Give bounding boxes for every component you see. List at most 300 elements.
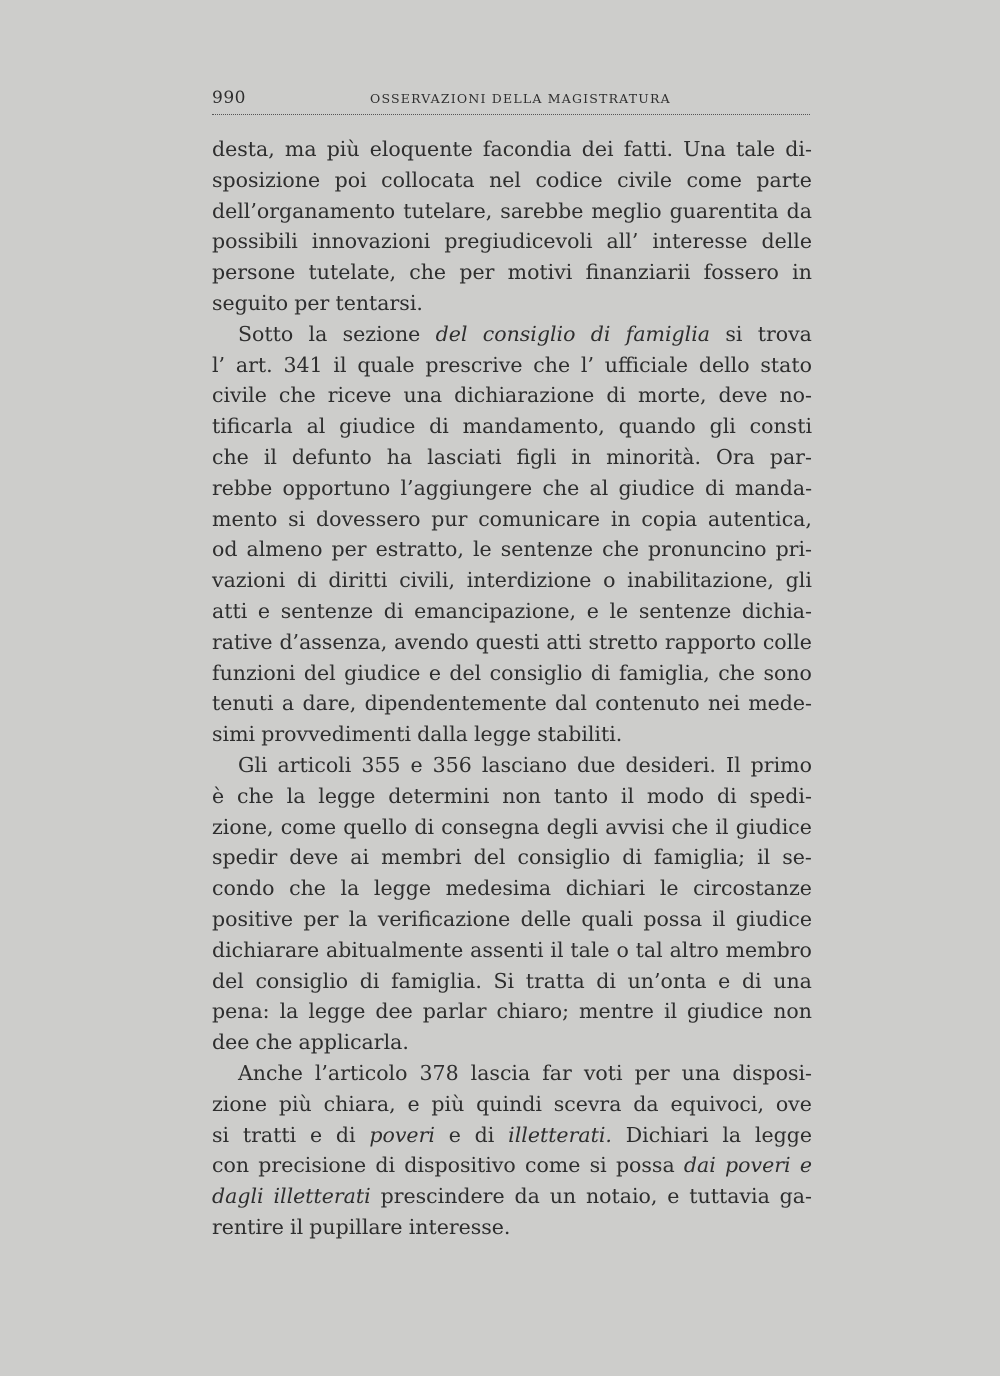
word: di [383, 598, 404, 623]
word: sposizione [212, 167, 321, 192]
word: tratti [242, 1122, 297, 1147]
word: sentenze [500, 537, 594, 562]
word: di [704, 475, 725, 500]
word: di [474, 1122, 495, 1147]
word: rentire [212, 1214, 284, 1239]
word: di [606, 383, 626, 408]
word: tuttavia [689, 1184, 770, 1209]
word: un’onta [627, 968, 707, 993]
word: possa [615, 1153, 675, 1178]
word: il [290, 1214, 304, 1239]
word: e [407, 1091, 420, 1116]
word: giudice [339, 414, 416, 439]
word: tentarsi. [335, 290, 423, 315]
word: giudice [735, 814, 812, 839]
word: dichia- [741, 598, 812, 623]
text-line [212, 1120, 812, 1151]
word: dee [375, 999, 413, 1024]
text-line [212, 288, 812, 319]
word: un [549, 1184, 577, 1209]
page-header [212, 88, 812, 112]
text-line [212, 688, 812, 719]
word: la [308, 321, 328, 346]
word: primo [750, 752, 812, 777]
word: giudice [687, 999, 764, 1024]
word: di [296, 568, 317, 593]
text-line [212, 658, 812, 689]
word: che [602, 537, 639, 562]
word: di [622, 845, 642, 870]
italic-word: e [799, 1153, 812, 1178]
word: con [212, 1153, 250, 1178]
word: tificarla [212, 414, 293, 439]
word: tale [736, 137, 776, 161]
word: simi [212, 722, 256, 747]
word: trova [757, 321, 812, 346]
word: da [786, 198, 812, 223]
word: voti [583, 1060, 623, 1085]
word: più [326, 137, 360, 161]
word: ha [386, 444, 413, 469]
word: modo [646, 783, 705, 808]
text-line [212, 380, 812, 411]
word: avendo [394, 629, 469, 654]
italic-word: di [590, 321, 611, 346]
word: degli [546, 814, 599, 839]
word: mandamento, [462, 414, 605, 439]
italic-word: famiglia [625, 321, 711, 346]
word: di- [785, 137, 812, 161]
text-line [212, 966, 812, 997]
text-line [212, 1212, 812, 1243]
italic-word: poveri [725, 1153, 791, 1178]
word: mede- [748, 691, 812, 716]
word: se- [782, 845, 812, 870]
word: lascia [470, 1060, 531, 1085]
word: riceve [327, 383, 392, 408]
word: si [212, 1122, 230, 1147]
word: od [212, 537, 238, 562]
word: civile [212, 383, 267, 408]
word: legge [373, 876, 431, 901]
word: Gli [238, 752, 268, 777]
word: fatti. [623, 137, 674, 161]
text-line [212, 904, 812, 935]
word: desideri. [625, 752, 716, 777]
word: dello [698, 352, 750, 377]
word: di [414, 814, 435, 839]
text-line [212, 1181, 812, 1212]
word: famiglia; [653, 845, 746, 870]
word: chiaro; [496, 999, 570, 1024]
word: la [340, 876, 360, 901]
word: del [212, 968, 244, 993]
word: pri- [775, 537, 812, 562]
text-line [212, 627, 812, 658]
word: rebbe [212, 475, 273, 500]
word: a [281, 691, 295, 716]
word: pronuncino [648, 537, 767, 562]
word: poi [334, 167, 367, 192]
word: questi [475, 629, 540, 654]
word: no- [779, 383, 812, 408]
word: delle [761, 229, 812, 254]
word: inabilitazione, [627, 568, 774, 593]
word: copia [641, 506, 698, 531]
word: lasciano [481, 752, 567, 777]
word: le [472, 537, 492, 562]
word: le [609, 598, 629, 623]
word: spedi- [749, 783, 812, 808]
word: consti [749, 414, 812, 439]
word: e [410, 752, 423, 777]
italic-word: del [435, 321, 468, 346]
word: in [610, 506, 631, 531]
word: più [278, 1091, 312, 1116]
word: interesse [652, 229, 748, 254]
word: membro [725, 937, 812, 962]
word: contenuto [595, 691, 700, 716]
word: che [671, 814, 709, 839]
word: dispositivo [404, 1153, 516, 1178]
text-line [212, 842, 812, 873]
word: determini [388, 783, 490, 808]
word: zione [212, 1091, 268, 1116]
word: non [773, 999, 812, 1024]
word: o [616, 937, 629, 962]
word: che [289, 876, 326, 901]
italic-word: illetterati [273, 1184, 371, 1209]
word: 341 [283, 352, 323, 377]
word: o [603, 568, 616, 593]
word: pupillare [309, 1214, 403, 1239]
word: estratto, [375, 537, 464, 562]
word: di [596, 968, 616, 993]
word: e [428, 660, 441, 685]
word: al [306, 414, 326, 439]
word: al [589, 475, 609, 500]
text-line [212, 1150, 812, 1181]
word: circostanze [693, 876, 812, 901]
word: due [576, 752, 616, 777]
text-line [212, 226, 812, 257]
word: tale [570, 937, 610, 962]
word: codice [535, 167, 603, 192]
word: delle [520, 906, 572, 931]
word: opportuno [282, 475, 391, 500]
word: l’articolo [314, 1060, 408, 1085]
word: nel [489, 167, 521, 192]
word: interesse. [408, 1214, 511, 1239]
word: dipendentemente [364, 691, 547, 716]
text-line [212, 196, 812, 227]
word: famiglia. [391, 968, 482, 993]
word: più [431, 1091, 465, 1116]
word: prescrive [425, 352, 523, 377]
word: il [333, 352, 347, 377]
word: di [429, 414, 449, 439]
word: art. [235, 352, 273, 377]
word: del [473, 845, 506, 870]
word: che [278, 383, 316, 408]
word: pregiudicevoli [444, 229, 593, 254]
word: Dichiari [625, 1122, 709, 1147]
word: stato [760, 352, 812, 377]
word: la [286, 783, 306, 808]
word: gli [785, 568, 812, 593]
word: legge [754, 1122, 812, 1147]
word: funzioni [212, 660, 296, 685]
text-line [212, 935, 812, 966]
word: manda- [734, 475, 812, 500]
word: il [620, 783, 635, 808]
word: giudice [618, 475, 695, 500]
word: stabiliti. [537, 722, 623, 747]
word: la [279, 999, 299, 1024]
word: morte, [638, 383, 707, 408]
word: medesima [445, 876, 552, 901]
word: il [263, 444, 277, 469]
word: scevra [553, 1091, 622, 1116]
word: applicarla. [298, 1030, 409, 1055]
word: sezione [342, 321, 421, 346]
word: tenuti [212, 691, 274, 716]
word: facondia [482, 137, 572, 161]
word: diritti [328, 568, 388, 593]
word: e [448, 1122, 461, 1147]
word: prescindere [380, 1184, 505, 1209]
word: sentenze [638, 598, 732, 623]
text-line [212, 996, 812, 1027]
word: minorità. [606, 444, 702, 469]
word: equivoci, [670, 1091, 764, 1116]
word: sentenze [280, 598, 374, 623]
running-head: OSSERVAZIONI DELLA MAGISTRATURA [370, 91, 671, 106]
text-line [212, 257, 812, 288]
text-line [212, 411, 812, 442]
italic-word: poveri [369, 1122, 435, 1147]
word: di [741, 968, 762, 993]
text-line [212, 473, 812, 504]
text-line [212, 1089, 812, 1120]
word: giudice [344, 660, 421, 685]
text-line [212, 165, 812, 196]
word: lasciati [427, 444, 502, 469]
word: all’ [606, 229, 639, 254]
word: precisione [258, 1153, 367, 1178]
word: di [335, 1122, 356, 1147]
word: famiglia, [618, 660, 710, 685]
word: le [659, 876, 679, 901]
word: abitualmente [325, 937, 464, 962]
word: zione, [212, 814, 274, 839]
word: consegna [441, 814, 540, 839]
word: che [255, 1030, 293, 1055]
word: quale [357, 352, 415, 377]
word: far [542, 1060, 572, 1085]
italic-word: illetterati. [508, 1122, 612, 1147]
word: eloquente [369, 137, 473, 161]
word: tratta [525, 968, 585, 993]
italic-word: dagli [212, 1184, 264, 1209]
word: articoli [277, 752, 352, 777]
word: ove [775, 1091, 812, 1116]
word: consiglio [255, 968, 349, 993]
word: altro [669, 937, 719, 962]
word: Il [725, 752, 741, 777]
word: per [459, 260, 495, 285]
word: par- [769, 444, 812, 469]
word: che [409, 260, 447, 285]
word: membri [381, 845, 462, 870]
word: guarentita [669, 198, 779, 223]
word: condo [212, 876, 275, 901]
word: di [590, 660, 611, 685]
word: tutelare, [403, 198, 493, 223]
word: legge [318, 783, 376, 808]
word: ga- [779, 1184, 812, 1209]
word: dei [581, 137, 614, 161]
word: defunto [291, 444, 372, 469]
word: pur [431, 506, 468, 531]
word: consiglio [517, 845, 611, 870]
word: parlar [422, 999, 487, 1024]
word: di [716, 783, 737, 808]
word: Sotto [238, 321, 294, 346]
word: da [514, 1184, 540, 1209]
word: emancipazione, [414, 598, 577, 623]
word: mentre [579, 999, 654, 1024]
header-rule [212, 114, 810, 115]
word: quando [618, 414, 696, 439]
word: persone [212, 260, 296, 285]
word: ma [284, 137, 317, 161]
word: spedir [212, 845, 278, 870]
word: Una [683, 137, 726, 161]
word: sono [763, 660, 812, 685]
text-line [212, 1027, 812, 1058]
word: rative [212, 629, 273, 654]
word: del [449, 660, 482, 685]
word: dee [212, 1030, 250, 1055]
word: e [667, 1184, 680, 1209]
word: l’ [212, 352, 226, 377]
word: il [757, 845, 771, 870]
word: la [348, 906, 368, 931]
text-line [212, 134, 812, 165]
text-line [212, 565, 812, 596]
text-line [212, 534, 812, 565]
word: l’aggiungere [400, 475, 533, 500]
word: sarebbe [500, 198, 584, 223]
word: dell’organamento [212, 198, 396, 223]
word: di [359, 968, 380, 993]
text-line [212, 812, 812, 843]
word: si [589, 1153, 607, 1178]
word: quello [343, 814, 408, 839]
word: il [715, 814, 729, 839]
word: per [294, 290, 330, 315]
word: civili, [399, 568, 455, 593]
word: vazioni [212, 568, 286, 593]
word: dichiarare [212, 937, 320, 962]
word: seguito [212, 290, 289, 315]
word: comunicare [478, 506, 601, 531]
word: da [633, 1091, 659, 1116]
word: finanziarii [585, 260, 691, 285]
word: stretto [588, 629, 659, 654]
word: e [586, 598, 599, 623]
word: tutelate, [308, 260, 396, 285]
word: dalla [417, 722, 468, 747]
word: il [712, 906, 726, 931]
word: legge [308, 999, 366, 1024]
text-line [212, 719, 812, 750]
word: ai [350, 845, 370, 870]
word: motivi [507, 260, 573, 285]
word: si [725, 321, 743, 346]
word: figli [516, 444, 557, 469]
word: dichiarazione [454, 383, 595, 408]
italic-word: dai [683, 1153, 716, 1178]
word: tanto [553, 783, 609, 808]
italic-word: consiglio [482, 321, 576, 346]
word: quindi [476, 1091, 542, 1116]
word: una [773, 968, 812, 993]
word: atti [546, 629, 582, 654]
word: Ora [716, 444, 755, 469]
word: interdizione [466, 568, 592, 593]
body-text [212, 134, 812, 1243]
word: che [542, 475, 580, 500]
word: che [533, 352, 571, 377]
word: in [792, 260, 812, 285]
word: come [280, 814, 337, 839]
word: come [524, 1153, 581, 1178]
word: e [257, 598, 271, 623]
word: per [303, 906, 339, 931]
word: è [212, 783, 225, 808]
word: Anche [238, 1060, 303, 1085]
word: legge [474, 722, 532, 747]
word: ufficiale [604, 352, 689, 377]
word: dal [555, 691, 587, 716]
word: chiara, [323, 1091, 396, 1116]
word: disposi- [732, 1060, 812, 1085]
word: fossero [703, 260, 779, 285]
word: quali [581, 906, 634, 931]
text-line [212, 504, 812, 535]
word: consiglio [489, 660, 583, 685]
text-line [212, 750, 812, 781]
word: e [718, 968, 731, 993]
word: colle [762, 629, 812, 654]
word: notaio, [585, 1184, 658, 1209]
text-line [212, 873, 812, 904]
word: verificazione [377, 906, 511, 931]
text-line [212, 781, 812, 812]
word: tal [635, 937, 663, 962]
word: civile [617, 167, 672, 192]
word: gli [709, 414, 736, 439]
word: possibili [212, 229, 298, 254]
word: parte [756, 167, 812, 192]
word: il [663, 999, 678, 1024]
word: 355 [361, 752, 401, 777]
word: in [571, 444, 592, 469]
word: autentica, [707, 506, 812, 531]
word: atti [212, 598, 248, 623]
